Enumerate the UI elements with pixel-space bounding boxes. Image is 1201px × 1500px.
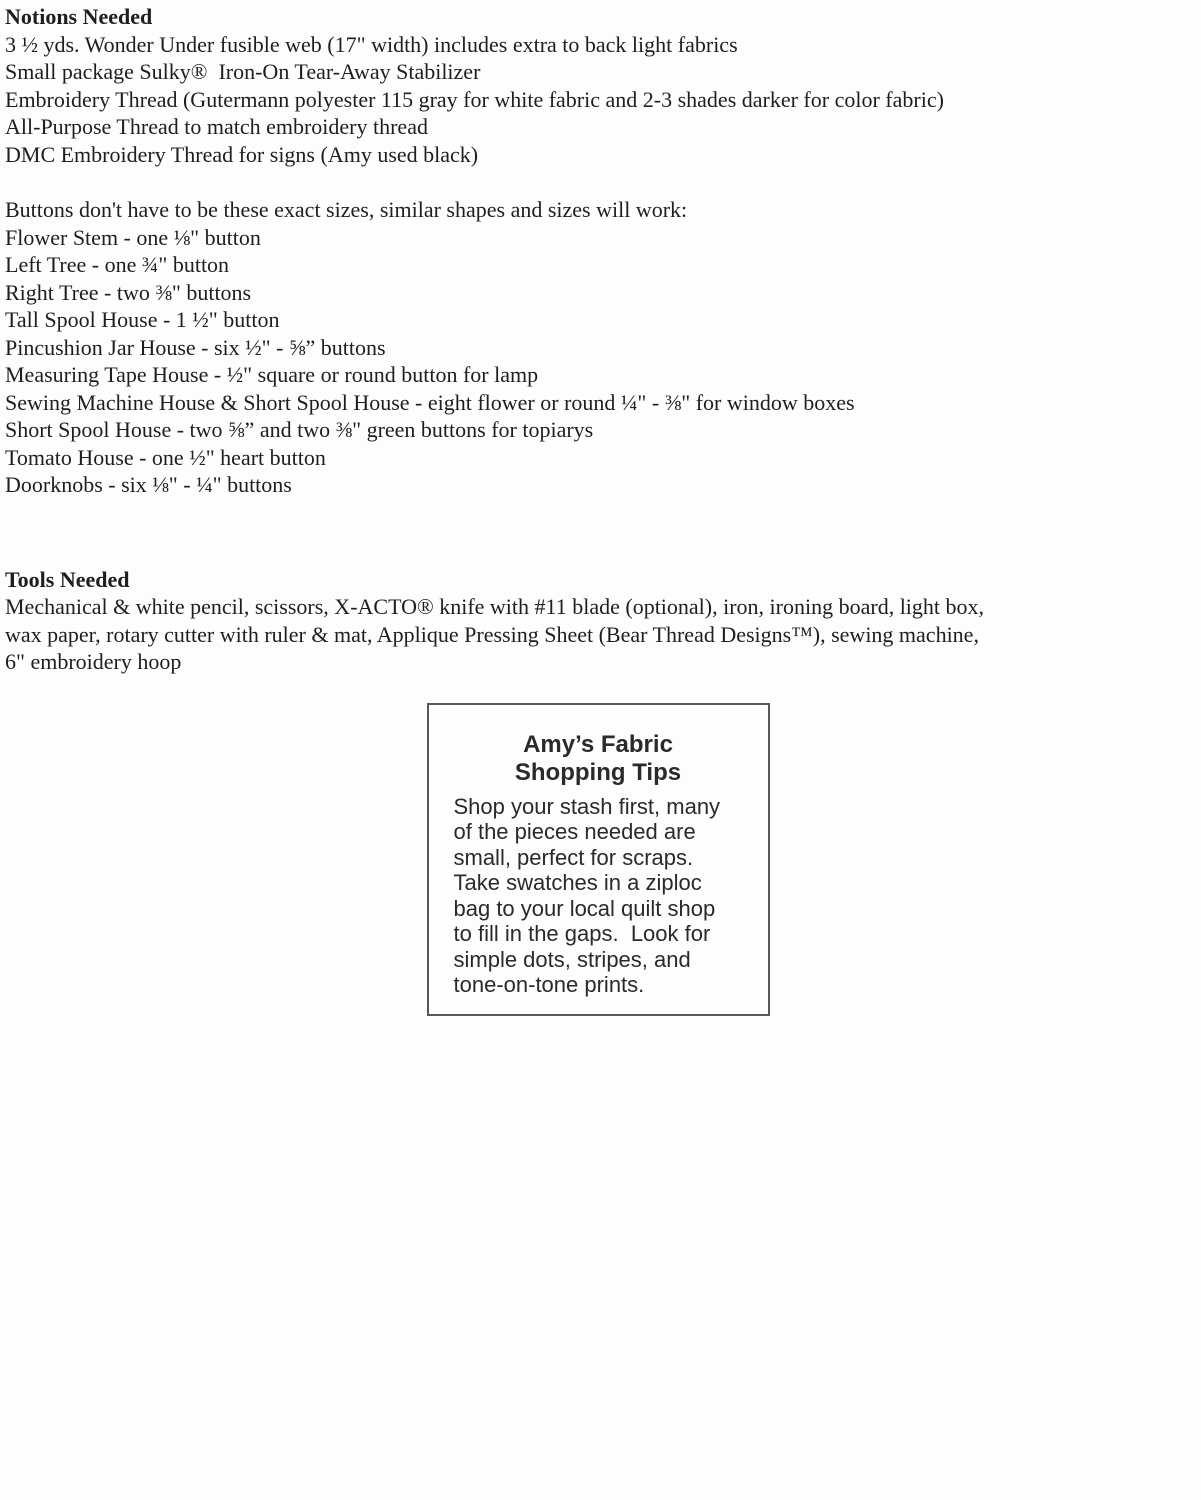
buttons-line: Short Spool House - two ⅝” and two ⅜" green buttons for topiarys [5,417,594,442]
buttons-line: Pincushion Jar House - six ½" - ⅝” buttons [5,334,386,360]
buttons-line: Tall Spool House - 1 ½" button [5,307,280,332]
tip-line: to fill in the gaps. Look for [453,921,711,946]
buttons-line: Sewing Machine House & Short Spool House - eight flower or round ¼" - ⅜" for window boxes [5,389,855,415]
buttons-section [5,196,1191,499]
tip-line: of the pieces needed are [453,819,696,844]
buttons-line: Flower Stem - one ⅛" button [5,224,261,250]
tip-line: Take swatches in a ziploc [453,870,702,895]
tools-line: 6" embroidery hoop [5,649,182,674]
tips-body [429,794,768,998]
notions-section [5,3,1191,168]
tools-line: wax paper, rotary cutter with ruler & mat, Applique Pressing Sheet (Bear Thread Designs™), sewing machine, [5,621,979,647]
notions-line: Small package Sulky® Iron-On Tear-Away Stabilizer [5,59,481,84]
buttons-line: Tomato House - one ½" heart button [5,444,326,470]
notions-line: All-Purpose Thread to match embroidery thread [5,114,428,139]
tip-line: tone-on-tone prints. [453,972,645,997]
notions-line: DMC Embroidery Thread for signs (Amy used black) [5,141,479,167]
tip-line: Shop your stash first, many [453,793,721,819]
tip-line: simple dots, stripes, and [453,946,691,972]
buttons-line: Measuring Tape House - ½" square or round button for lamp [5,362,539,387]
tips-title-line2: Shopping Tips [514,758,682,786]
buttons-intro: Buttons don't have to be these exact sizes, similar shapes and sizes will work: [5,197,688,222]
tip-line: small, perfect for scraps. [453,844,694,870]
buttons-line: Left Tree - one ¾" button [5,252,230,277]
tip-line: bag to your local quilt shop [453,895,716,921]
tools-line: Mechanical & white pencil, scissors, X-ACTO® knife with #11 blade (optional), iron, ironing board, light box, [5,594,985,619]
notions-line: 3 ½ yds. Wonder Under fusible web (17" width) includes extra to back light fabrics [5,31,738,57]
tools-section [5,566,1191,676]
buttons-line: Right Tree - two ⅜" buttons [5,279,252,305]
tools-heading: Tools Needed [5,566,130,592]
notions-line: Embroidery Thread (Gutermann polyester 115 gray for white fabric and 2-3 shades darker for color fabric) [5,86,944,112]
buttons-line: Doorknobs - six ⅛" - ¼" buttons [5,472,292,497]
notions-heading: Notions Needed [5,4,153,29]
tips-title-line1: Amy’s Fabric [523,730,673,758]
tips-title [429,731,768,787]
shopping-tips-box [427,703,770,1016]
